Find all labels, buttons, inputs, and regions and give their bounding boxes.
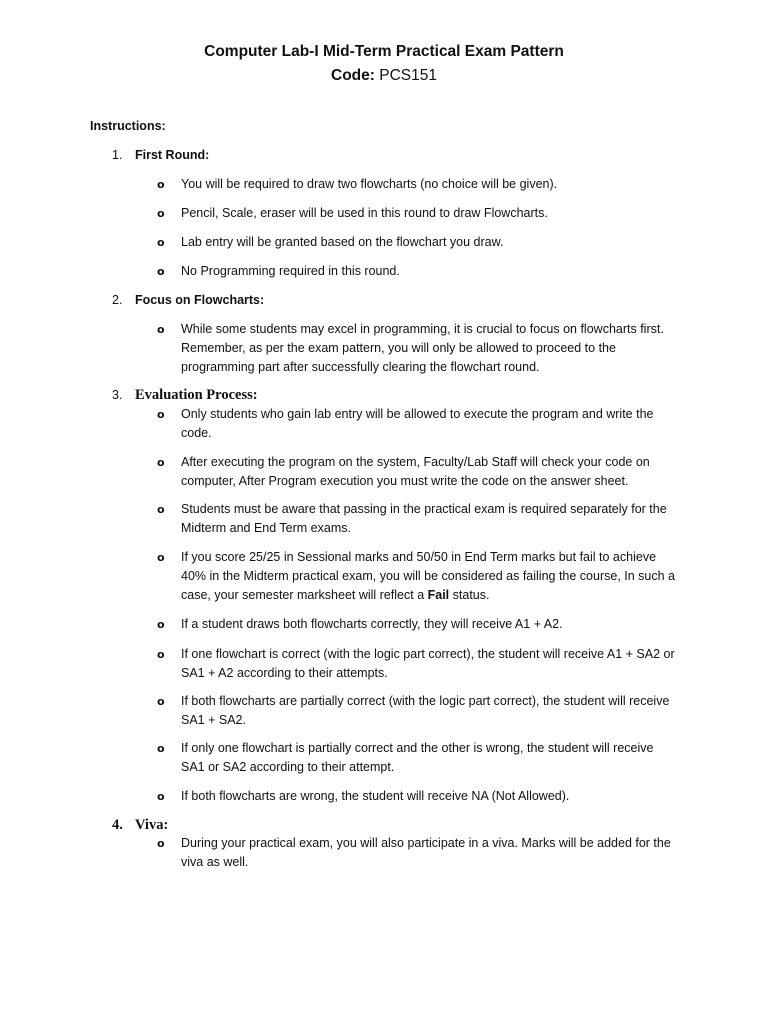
section-first-round-heading <box>112 146 209 164</box>
bullet-icon: o <box>157 618 165 631</box>
list-item: o Students must be aware that passing in the practical exam is required separately for the Midterm and End Term exams. <box>157 502 667 535</box>
list-item: o Only students who gain lab entry will be allowed to execute the program and write the code. <box>157 407 654 440</box>
bullet-icon: o <box>157 648 165 661</box>
bullet-icon: o <box>157 551 165 564</box>
fail-status-text: Fail <box>427 588 450 602</box>
bullet-icon: o <box>157 178 165 191</box>
list-item: o Pencil, Scale, eraser will be used in this round to draw Flowcharts. <box>157 204 677 223</box>
list-item-fail-rule: o If you score 25/25 in Sessional marks and 50/50 in End Term marks but fail to achieve 40% in the Midterm practical exam, you will be considered as failing the course, In such a case, your semester marksheet will reflect a Fail status. <box>157 550 675 602</box>
list-item: o You will be required to draw two flowcharts (no choice will be given). <box>157 175 677 194</box>
list-item: o After executing the program on the system, Faculty/Lab Staff will check your code on computer, After Program execution you must write the code on the answer sheet. <box>157 455 650 488</box>
section-number: 2. <box>112 293 123 307</box>
bullet-icon: o <box>157 236 165 249</box>
section-title: Evaluation Process: <box>135 387 258 403</box>
bullet-icon: o <box>157 207 165 220</box>
bullet-icon: o <box>157 837 165 850</box>
bullet-icon: o <box>157 742 165 755</box>
list-item: o During your practical exam, you will also participate in a viva. Marks will be added for the viva as well. <box>157 836 671 869</box>
code-value: PCS151 <box>374 67 437 84</box>
bullet-icon: o <box>157 695 165 708</box>
section-viva-heading <box>112 816 168 834</box>
instructions-heading: Instructions: <box>90 119 166 133</box>
list-item: o While some students may excel in programming, it is crucial to focus on flowcharts first. Remember, as per the exam pattern, you will only be allowed to proceed to the programming part after successfully clearing the flowchart round. <box>157 322 664 374</box>
section-title: Viva: <box>135 817 169 833</box>
section-evaluation-heading <box>112 386 258 404</box>
section-title: First Round: <box>135 148 210 162</box>
list-item: o Lab entry will be granted based on the flowchart you draw. <box>157 233 677 252</box>
bullet-icon: o <box>157 790 165 803</box>
bullet-icon: o <box>157 408 165 421</box>
bullet-icon: o <box>157 456 165 469</box>
section-number: 4. <box>112 817 123 833</box>
code-label: Code: <box>331 67 375 84</box>
list-item: o No Programming required in this round. <box>157 262 677 281</box>
list-item: o If only one flowchart is partially correct and the other is wrong, the student will receive SA1 or SA2 according to their attempt. <box>157 741 654 774</box>
list-item: o If both flowcharts are partially correct (with the logic part correct), the student will receive SA1 + SA2. <box>157 694 670 727</box>
section-title: Focus on Flowcharts: <box>135 293 265 307</box>
list-item: o If a student draws both flowcharts correctly, they will receive A1 + A2. <box>157 615 677 634</box>
section-flowcharts-heading <box>112 291 264 309</box>
list-item: o If both flowcharts are wrong, the student will receive NA (Not Allowed). <box>157 787 677 806</box>
bullet-icon: o <box>157 323 165 336</box>
list-item: o If one flowchart is correct (with the logic part correct), the student will receive A1 + SA2 or SA1 + A2 according to their attempts. <box>157 647 675 680</box>
course-code-line <box>0 65 768 87</box>
bullet-icon: o <box>157 265 165 278</box>
bullet-icon: o <box>157 503 165 516</box>
section-number: 3. <box>112 388 123 402</box>
document-title: Computer Lab-I Mid-Term Practical Exam Pattern <box>204 43 564 60</box>
section-number: 1. <box>112 148 123 162</box>
